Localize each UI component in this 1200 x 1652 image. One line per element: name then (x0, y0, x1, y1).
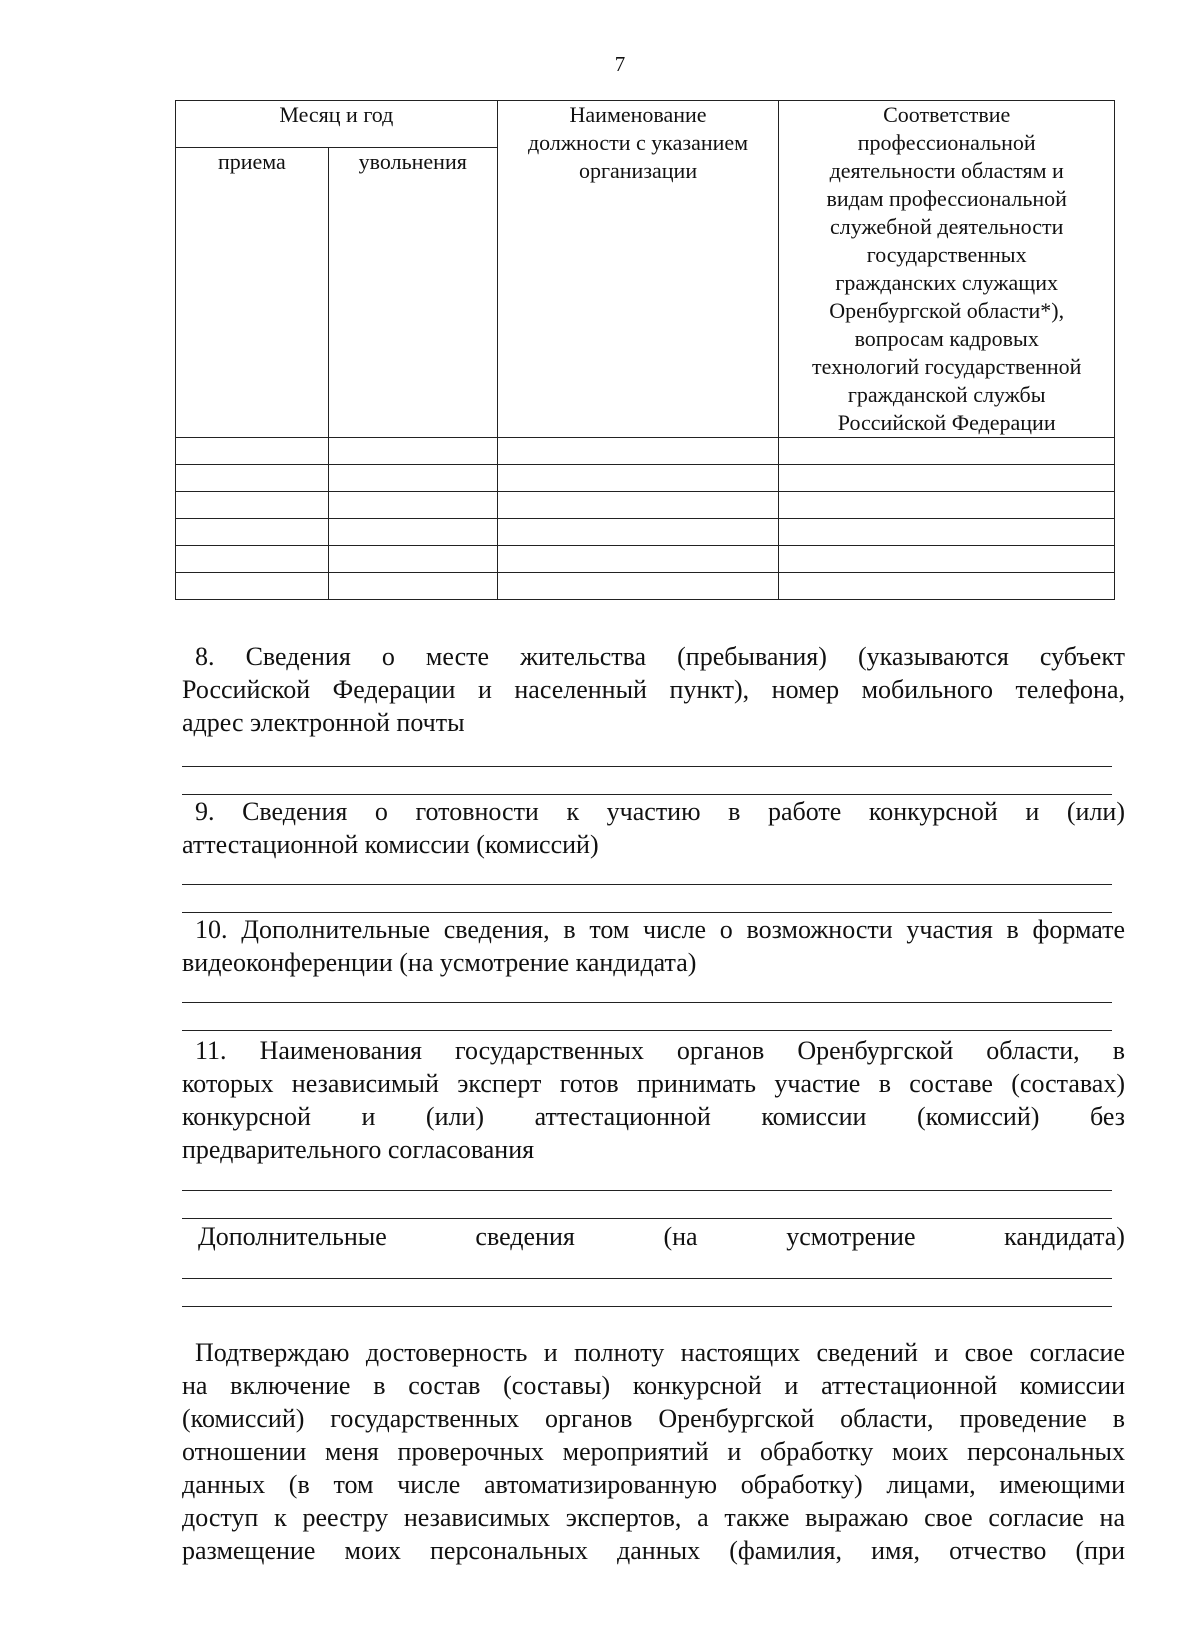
table-cell[interactable] (497, 573, 779, 600)
section-11-line: конкурсной и (или) аттестационной комиссии (комиссий) без (182, 1102, 1125, 1131)
table-cell[interactable] (328, 492, 497, 519)
table-cell[interactable] (176, 465, 329, 492)
additional-info (182, 1220, 1125, 1253)
header-compliance-line: Российской Федерации (837, 410, 1056, 435)
table-row (176, 465, 1115, 492)
answer-line[interactable] (182, 1306, 1112, 1307)
answer-line[interactable] (182, 884, 1112, 885)
header-compliance-line: видам профессиональной (826, 186, 1067, 211)
consent-paragraph (182, 1336, 1125, 1567)
answer-line[interactable] (182, 1218, 1112, 1219)
consent-line: доступ к реестру независимых экспертов, а также выражаю свое согласие на (182, 1503, 1125, 1532)
additional-word: Дополнительные (198, 1222, 387, 1251)
answer-line[interactable] (182, 766, 1112, 767)
header-hire: приема (176, 148, 329, 438)
table-cell[interactable] (779, 546, 1115, 573)
table-cell[interactable] (176, 438, 329, 465)
header-compliance-line: технологий государственной (811, 354, 1082, 379)
section-9-line: аттестационной комиссии (комиссий) (182, 830, 599, 859)
table-cell[interactable] (328, 438, 497, 465)
consent-line: размещение моих персональных данных (фамилия, имя, отчество (при (182, 1536, 1125, 1565)
header-compliance-line: гражданской службы (847, 382, 1046, 407)
section-8-line: адрес электронной почты (182, 708, 465, 737)
table-cell[interactable] (176, 573, 329, 600)
header-compliance-line: служебной деятельности (830, 214, 1064, 239)
answer-line[interactable] (182, 1278, 1112, 1279)
table-cell[interactable] (779, 438, 1115, 465)
header-compliance-line: гражданских служащих (835, 270, 1058, 295)
section-8-line: 8. Сведения о месте жительства (пребывания) (указываются субъект (195, 642, 1125, 671)
table-cell[interactable] (497, 492, 779, 519)
table-header-row (176, 101, 1115, 148)
table-row (176, 492, 1115, 519)
consent-line: данных (в том числе автоматизированную обработку) лицами, имеющими (182, 1470, 1125, 1499)
table-cell[interactable] (497, 465, 779, 492)
additional-word: сведения (475, 1222, 575, 1251)
header-position (497, 101, 779, 438)
table-cell[interactable] (497, 546, 779, 573)
answer-line[interactable] (182, 1002, 1112, 1003)
header-dismissal: увольнения (328, 148, 497, 438)
table-cell[interactable] (779, 573, 1115, 600)
table-row (176, 546, 1115, 573)
header-compliance-line: деятельности областям и (829, 158, 1064, 183)
table-cell[interactable] (497, 519, 779, 546)
header-compliance-line: Соответствие (883, 102, 1011, 127)
table-cell[interactable] (176, 546, 329, 573)
table-cell[interactable] (176, 492, 329, 519)
section-9 (182, 795, 1125, 861)
header-compliance-line: профессиональной (857, 130, 1036, 155)
additional-word: усмотрение (786, 1222, 916, 1251)
page-number: 7 (614, 52, 626, 76)
section-11-line: которых независимый эксперт готов принимать участие в составе (составах) (182, 1069, 1125, 1098)
header-compliance-line: государственных (866, 242, 1027, 267)
table-cell[interactable] (779, 465, 1115, 492)
additional-word: кандидата) (1004, 1222, 1125, 1251)
consent-line: на включение в состав (составы) конкурсной и аттестационной комиссии (182, 1371, 1125, 1400)
section-10 (182, 913, 1125, 979)
section-11 (182, 1034, 1125, 1166)
answer-line[interactable] (182, 1030, 1112, 1031)
table-cell[interactable] (328, 546, 497, 573)
header-position-line: должности с указанием (527, 130, 749, 155)
table-cell[interactable] (779, 492, 1115, 519)
answer-line[interactable] (182, 1190, 1112, 1191)
table-cell[interactable] (328, 465, 497, 492)
table-row (176, 519, 1115, 546)
section-11-line: 11. Наименования государственных органов Оренбургской области, в (195, 1036, 1125, 1065)
header-position-line: организации (578, 158, 698, 183)
table-cell[interactable] (328, 573, 497, 600)
consent-line: Подтверждаю достоверность и полноту настоящих сведений и свое согласие (195, 1338, 1125, 1367)
section-10-line: видеоконференции (на усмотрение кандидата) (182, 948, 697, 977)
consent-line: отношении меня проверочных мероприятий и обработку моих персональных (182, 1437, 1125, 1466)
table-cell[interactable] (328, 519, 497, 546)
table-cell[interactable] (497, 438, 779, 465)
section-8-line: Российской Федерации и населенный пункт), номер мобильного телефона, (182, 675, 1125, 704)
header-month-year: Месяц и год (176, 101, 498, 148)
section-10-line: 10. Дополнительные сведения, в том числе о возможности участия в формате (195, 915, 1125, 944)
additional-word: (на (663, 1222, 698, 1251)
table-cell[interactable] (779, 519, 1115, 546)
header-compliance-line: Оренбургской области*), (829, 298, 1065, 323)
header-position-line: Наименование (569, 102, 707, 127)
section-11-line: предварительного согласования (182, 1135, 535, 1164)
consent-line: (комиссий) государственных органов Оренбургской области, проведение в (182, 1404, 1125, 1433)
section-8 (182, 640, 1125, 739)
header-compliance-line: вопросам кадровых (854, 326, 1039, 351)
table-row (176, 438, 1115, 465)
header-compliance (779, 101, 1115, 438)
table-cell[interactable] (176, 519, 329, 546)
work-history-table (175, 100, 1115, 600)
section-9-line: 9. Сведения о готовности к участию в работе конкурсной и (или) (195, 797, 1125, 826)
table-row (176, 573, 1115, 600)
